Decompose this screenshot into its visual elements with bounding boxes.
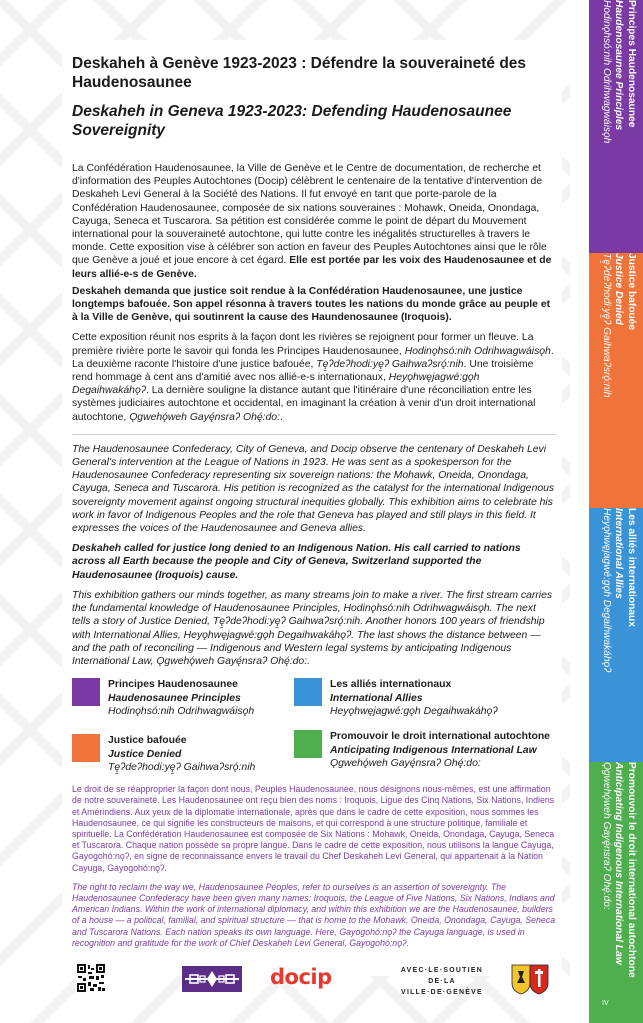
logos-row (72, 963, 556, 1009)
fr-p3-c: . La deuxième raconte l'histoire d'une justice bafouée, (72, 345, 554, 370)
legend-justice-native: Tę̱ʔdeʔhodi:yę̱ʔ Gaihwaʔsrǫ́:nih (108, 762, 256, 774)
sidebar-justice-native: Tę̱ʔdeʔhodi:yę̱ʔ Gaihwaʔsrǫ́:nih (600, 253, 612, 398)
legend-text-allies (330, 678, 530, 719)
fr-p1-bold-text: Elle est portée par les voix des Haudenosaunee et de leurs allié-e-s de Genève. (72, 255, 552, 280)
legend-justice-en: Justice Denied (108, 748, 182, 760)
sidebar-law-native: Ǫgwehǫ́weh Gayę́nsraʔ Ohę́:do: (600, 762, 612, 910)
fr-paragraph-2: Deskaheh demanda que justice soit rendue à la Confédération Haudenosaunee, une justice longtemps bafouée. Son appel résonna à travers toutes les nations du monde grâce au peuple et à la Ville de Genève, qui soutinrent la cause des Haundenosaunee (Iroquois). (72, 285, 551, 324)
legend-allies-native: Heyǫhwęjagwé:gǫh Degaihwakáhǫʔ (330, 706, 498, 718)
legend-law-en: Anticipating Indigenous International Law (330, 744, 537, 756)
french-text (72, 162, 556, 424)
fr-p3-d: Tę̱ʔdeʔhodi:yę̱ʔ Gaihwaʔsrǫ́:nih (316, 358, 464, 370)
blue-swatch (294, 678, 322, 706)
legend-justice-fr: Justice bafouée (108, 735, 187, 747)
legend-principles-en: Haudenosaunee Principles (108, 692, 241, 704)
sidebar-text-justice (599, 253, 643, 397)
sidebar-principles-native: Hodinǫhsó:nih Odrihwagwáisǫh (600, 0, 612, 144)
sidebar-allies-en: International Allies (613, 508, 625, 599)
en-paragraph-1: The Haudenosaunee Confederacy, City of Geneva, and Docip observe the centenary of Deskaheh Levi General's intervention at the League of Nations in 1923. He was sent as a spokesperson for the Haudenosaunee Confederacy representing six sovereign nations: the Mohawk, Oneida, Onondaga, Cayuga, Seneca and Tuscarora. His petition is recognized as the catalyst for the international Indigenous sovereignty movement against ongoing structural inequities globally. This exhibition aims to celebrate his work in favor of Indigenous Peoples and the role that Geneva has played and still plays in this field. It expresses the voices of the Haudenosaunee and Geneva allies. (72, 443, 555, 535)
legend-law-fr: Promouvoir le droit international autochtone (330, 731, 550, 743)
sidebar-text-law (599, 762, 643, 978)
legend-allies-en: International Allies (330, 692, 423, 704)
support-line-2: DE·LA (428, 977, 456, 985)
city-support-text (378, 965, 506, 998)
note-english: The right to reclaim the way we, Haudenosaunee Peoples, refer to ourselves is an assertion of sovereignty. The Haudenosaunee Confederacy have been given many names: Iroquois, the League of Five Nations, Six Nations, Indians and American Indians. Within the work of international diplomacy, and within this exhibition we are the Haudenosaunee, builders of a house — a political, familial, and spiritual structure — that is home to the Mohawk, Oneida, Onondaga, Cayuga, Seneca and Tuscarora Nations. Each nation speaks its own language. Here, Gayogohó:nǫʔ the Cayuga language, is used in recognition and gratitude for the work of Chief Deskaheh Levi General, Gayogohó:nǫʔ. (72, 881, 556, 948)
divider (72, 434, 556, 435)
sidebar-tab-law[interactable] (589, 762, 643, 1023)
sidebar-text-allies (599, 508, 643, 672)
en-paragraph-3: This exhibition gathers our minds together, as many streams join to make a river. The first stream carries the fundamental knowledge of Haudenosaunee Principles, Hodinǫhsó:nih Odrihwagwáisǫh. The next tells a story of Justice Denied, Tę̱ʔdeʔhodi:yę̱ʔ Gaihwaʔsrǫ́:nih. Another honors 100 years of friendship with International Allies, Heyǫhwęjagwé:gǫh Degaihwakáhǫʔ. The last shows the distance between — and the path of reconciling — Indigenous and Western legal systems by anticipating Indigenous International Law, Ǫgwehǫ́weh Gayę́nsraʔ Ohę́:do:. (72, 589, 553, 667)
sidebar-allies-native: Heyǫhwęjagwé:gǫh Degaihwakáhǫʔ (600, 508, 612, 673)
fr-p3-b: Hodinǫhsó:nih Odrihwagwáisǫh (404, 345, 551, 357)
sidebar-tab-principles[interactable] (589, 0, 643, 253)
fr-paragraph-3 (72, 331, 556, 423)
orange-swatch (72, 734, 100, 762)
hiawatha-belt-icon (182, 966, 242, 992)
sidebar (589, 0, 643, 1023)
sidebar-tab-allies[interactable] (589, 508, 643, 762)
legend-text-principles (108, 678, 308, 719)
qr-code-icon[interactable] (76, 963, 106, 993)
sidebar-justice-en: Justice Denied (613, 253, 625, 325)
fr-p3-a: Cette exposition réunit nos esprits à la façon dont les rivières se rejoignent pour former un fleuve. La première rivière porte le savoir qui fonda les Principes Haudenosaunee, (72, 332, 534, 357)
purple-swatch (72, 678, 100, 706)
naming-note (72, 784, 556, 949)
english-text (72, 443, 556, 668)
sidebar-text-principles (599, 0, 643, 143)
title-french: Deskaheh à Genève 1923-2023 : Défendre la souveraineté des Haudenosaunee (72, 55, 527, 91)
legend-law-native: Ǫgwehǫ́weh Gayę́nsraʔ Ohę́:do: (330, 758, 481, 770)
sidebar-law-fr: Promouvoir le droit international autochtone (626, 762, 637, 978)
title-english: Deskaheh in Geneva 1923-2023: Defending Haudenosaunee Sovereignity (72, 103, 512, 139)
main-content (72, 54, 556, 1009)
fr-p1-text: La Confédération Haudenosaunee, la Ville de Genève et le Centre de documentation, de recherche et d'information des Peuples Autochtones (Docip) célèbrent le centenaire de la tentative d'intervention de Deskaheh Levi General à la Société des Nations. Il fut envoyé en tant que porte-parole de la Confédération Haudenosaunee, composée de six nations souveraines : Mohawk, Oneida, Onondaga, Cayuga, Seneca et Tuscarora. Sa pétition est considérée comme le point de départ du Mouvement international pour la souveraineté autochtone, qui lutte contre les inégalités structurelles à travers le monde. Cette exposition vise à célébrer son action en faveur des Peuples Autochtones ainsi que le rôle que Genève a joué et joue encore à cet égard. (72, 163, 547, 267)
sidebar-principles-en: Haudenosaunee Principles (613, 0, 625, 131)
legend-text-law (330, 730, 556, 771)
legend-allies-fr: Les alliés internationaux (330, 679, 452, 691)
legend-text-justice (108, 734, 308, 775)
sidebar-tab-justice[interactable] (589, 253, 643, 508)
sidebar-justice-fr: Justice bafouée (626, 253, 637, 330)
geneva-coat-of-arms-icon (510, 963, 550, 995)
fr-p3-e: . Une troisième rend hommage à cent ans d'amitié avec nos allié-e-s internationaux, (72, 358, 534, 384)
legend-principles-native: Hodinǫhsó:nih Odrihwagwáisǫh (108, 706, 255, 718)
docip-logo: docip (270, 964, 332, 989)
en-paragraph-2: Deskaheh called for justice long denied to an Indigenous Nation. His call carried to nations across all Earth because the people and City of Geneva, Switzerland supported the Haudenosaunee (Iroquois) cause. (72, 543, 521, 581)
support-line-1: AVEC·LE·SOUTIEN (400, 966, 484, 974)
sidebar-law-en: Anticipating Indigenous International Law (613, 762, 625, 965)
legend-principles-fr: Principes Haudenosaunee (108, 679, 238, 691)
sidebar-principles-fr: Principes Haudenosaunee (626, 0, 637, 128)
green-swatch (294, 730, 322, 758)
page-number: IV (602, 1000, 609, 1007)
support-line-3: VILLE·DE·GENÈVE (401, 988, 483, 996)
fr-paragraph-1 (72, 162, 556, 281)
fr-p3-f: Heyǫhwęjagwé:gǫh Degaihwakáhǫʔ (72, 372, 480, 397)
fr-p3-g: . La dernière souligne la distance autant que l'itinéraire d'une réconciliation entre les systèmes judiciaires autochtone et occidental, en imaginant la création à venir d'un droit international autochtone, (72, 385, 536, 423)
fr-p3-i: . (279, 411, 283, 423)
legend (72, 678, 556, 784)
note-french: Le droit de se réapproprier la façon dont nous, Peuples Haudenosaunee, nous désignons nous-mêmes, est une affirmation de notre souveraineté. Les Haudenosaunee ont reçu bien des noms : Iroquois, Ligue des Cinq Nations, Six Nations, Indiens et Amérindiens. Aux yeux de la diplomatie internationale, après que dans le cadre de cette exposition, nous sommes les Haudenosaunee, ce qui signifie les constructeurs de maisons, et qui correspond à une structure politique, familiale et spirituelle. La Confédération Haudenosaunee est composée de Six Nations : Mohawk, Oneida, Onondaga, Cayuga, Seneca et Tuscarora. Chaque nation possède sa propre langue. Dans le cadre de cette exposition, nous utilisons la langue Cayuga, Gayogohó:nǫʔ, en signe de reconnaissance envers le travail du Chef Deskaheh Levi General, qui appartenait à la Nation Cayuga, Gayogohó:nǫʔ. (72, 784, 555, 873)
fr-p3-h: Ǫgwehǫ́weh Gayę́nsraʔ Ohę́:do: (129, 411, 280, 423)
sidebar-allies-fr: Les alliés internationaux (626, 508, 637, 627)
